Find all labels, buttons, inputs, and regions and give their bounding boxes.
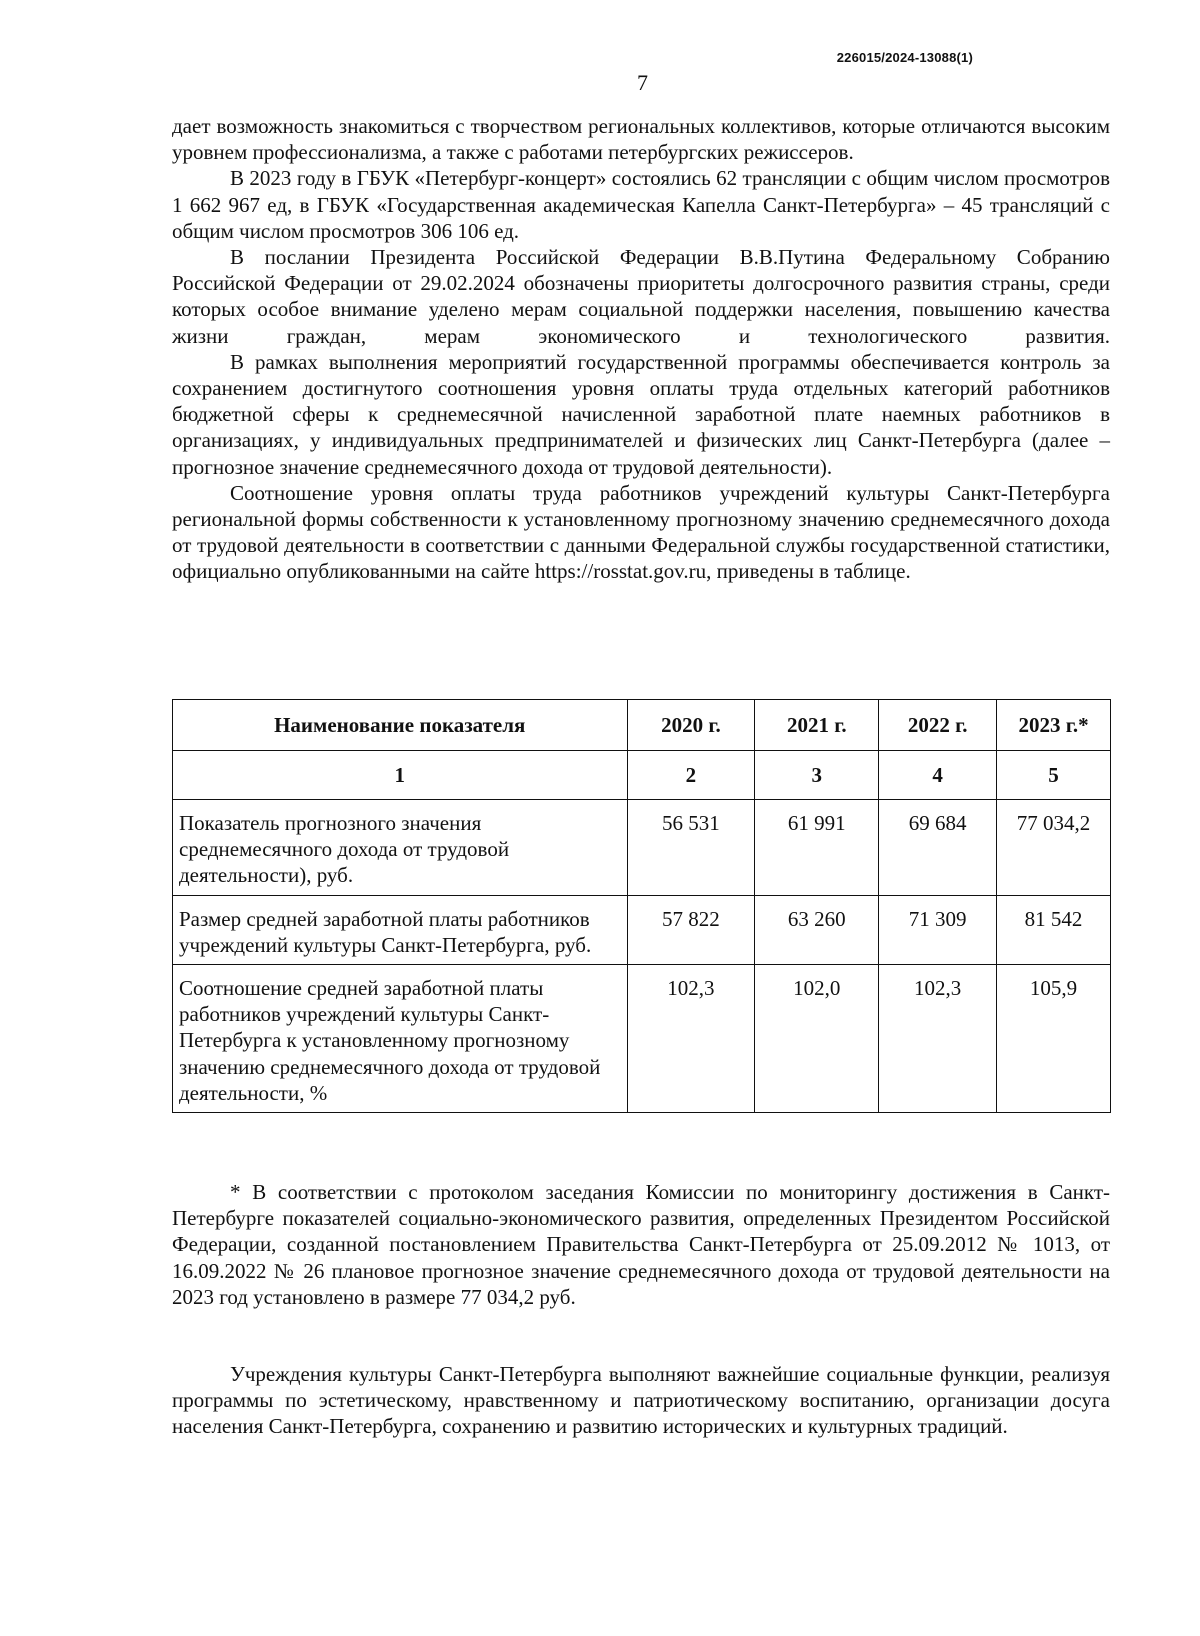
column-number: 2 xyxy=(627,751,755,800)
body-text-top xyxy=(172,113,1110,585)
paragraph-state-program: В рамках выполнения мероприятий государственной программы обеспечивается контроль за сохранением достигнутого соотношения уровня оплаты труда отдельных категорий работников бюджетной сферы к среднемесячной начисленной заработной плате наемных работников в организациях, у индивидуальных предпринимателей и физических лиц Санкт-Петербурга (далее – прогнозное значение среднемесячного дохода от трудовой деятельности). xyxy=(172,349,1110,479)
header-2023: 2023 г.* xyxy=(997,700,1111,751)
row-value-2022: 102,3 xyxy=(879,965,997,1113)
paragraph-presidential-address: В послании Президента Российской Федерации В.В.Путина Федеральному Собранию Российской Федерации от 29.02.2024 обозначены приоритеты долгосрочного развития страны, среди которых особое внимание уделено мерам социальной поддержки населения, повышению качества жизни граждан, мерам экономического и технологического развития. xyxy=(172,245,1110,348)
table-row xyxy=(173,800,1111,896)
table-row xyxy=(173,965,1111,1113)
row-value-2023: 77 034,2 xyxy=(997,800,1111,896)
row-indicator-name: Соотношение средней заработной платы работников учреждений культуры Санкт-Петербурга к установленному прогнозному значению среднемесячного дохода от трудовой деятельности, % xyxy=(173,965,628,1113)
paragraph-culture-institutions: Учреждения культуры Санкт-Петербурга выполняют важнейшие социальные функции, реализуя программы по эстетическому, нравственному и патриотическому воспитанию, организации досуга населения Санкт-Петербурга, сохранению и развитию исторических и культурных традиций. xyxy=(172,1362,1110,1439)
paragraph-continuation: дает возможность знакомиться с творчеством региональных коллективов, которые отличаются высоким уровнем профессионализма, а также с работами петербургских режиссеров. xyxy=(172,114,1110,165)
page-number: 7 xyxy=(637,70,648,95)
header-indicator-name: Наименование показателя xyxy=(173,700,628,751)
row-value-2023: 81 542 xyxy=(997,895,1111,964)
paragraph-broadcasts: В 2023 году в ГБУК «Петербург-концерт» состоялись 62 трансляции с общим числом просмотров 1 662 967 ед, в ГБУК «Государственная академическая Капелла Санкт-Петербурга» – 45 трансляций с общим числом просмотров 306 106 ед. xyxy=(172,166,1110,243)
column-number: 1 xyxy=(173,751,628,800)
row-value-2020: 57 822 xyxy=(627,895,755,964)
row-value-2020: 56 531 xyxy=(627,800,755,896)
row-value-2022: 69 684 xyxy=(879,800,997,896)
column-number: 3 xyxy=(755,751,879,800)
table-footnote: * В соответствии с протоколом заседания Комиссии по мониторингу достижения в Санкт-Петербурге показателей социально-экономического развития, определенных Президентом Российской Федерации, созданной постановлением Правительства Санкт-Петербурга от 25.09.2012 № 1013, от 16.09.2022 № 26 плановое прогнозное значение среднемесячного дохода от трудовой деятельности на 2023 год установлено в размере 77 034,2 руб. xyxy=(172,1180,1110,1309)
footnote-block xyxy=(172,1179,1110,1310)
paragraph-salary-ratio: Соотношение уровня оплаты труда работников учреждений культуры Санкт-Петербурга региональной формы собственности к установленному прогнозному значению среднемесячного дохода от трудовой деятельности в соответствии с данными Федеральной службы государственной статистики, официально опубликованными на сайте https://rosstat.gov.ru, приведены в таблице. xyxy=(172,480,1110,584)
table-column-number-row xyxy=(173,751,1111,800)
row-value-2021: 61 991 xyxy=(755,800,879,896)
row-value-2022: 71 309 xyxy=(879,895,997,964)
row-value-2020: 102,3 xyxy=(627,965,755,1113)
salary-ratio-table xyxy=(172,699,1111,1113)
header-2022: 2022 г. xyxy=(879,700,997,751)
row-indicator-name: Размер средней заработной платы работников учреждений культуры Санкт-Петербурга, руб. xyxy=(173,895,628,964)
header-2021: 2021 г. xyxy=(755,700,879,751)
row-value-2023: 105,9 xyxy=(997,965,1111,1113)
row-value-2021: 63 260 xyxy=(755,895,879,964)
table-row xyxy=(173,895,1111,964)
column-number: 4 xyxy=(879,751,997,800)
row-value-2021: 102,0 xyxy=(755,965,879,1113)
body-text-bottom xyxy=(172,1361,1110,1440)
header-2020: 2020 г. xyxy=(627,700,755,751)
document-registration-number: 226015/2024-13088(1) xyxy=(836,50,973,65)
table-header-row xyxy=(173,700,1111,751)
column-number: 5 xyxy=(997,751,1111,800)
row-indicator-name: Показатель прогнозного значения среднемесячного дохода от трудовой деятельности), руб. xyxy=(173,800,628,896)
